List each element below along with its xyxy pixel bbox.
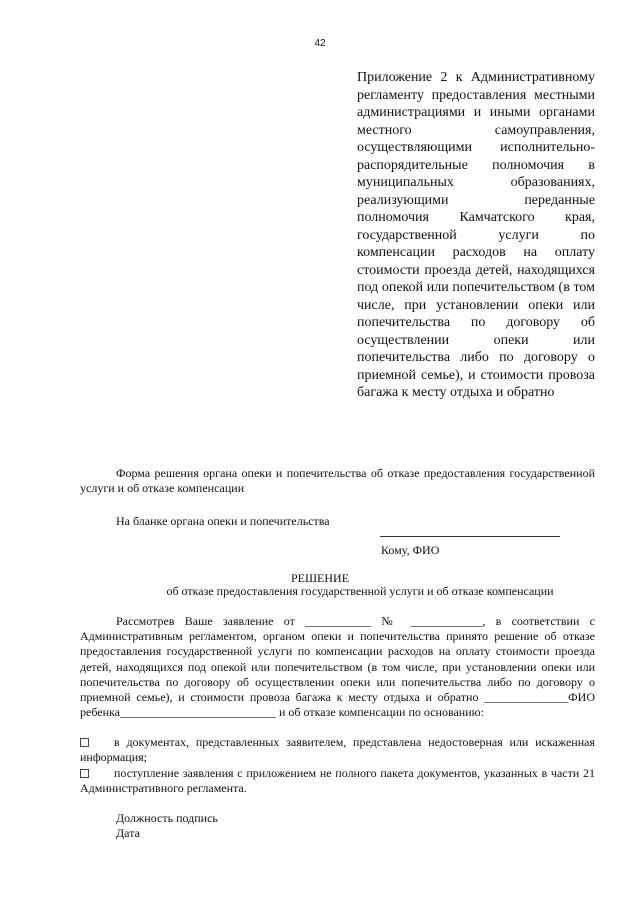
appendix-header: Приложение 2 к Административному регламенту предоставления местными администрациями и иными органами местного самоуправления, осуществляющими исполнительно-распорядительные полномочия в муниципальных образованиях, реализующими переданные полномочия Камчатского края, государственной услуги по компенсации расходов на оплату стоимости проезда детей, находящихся под опекой или попечительством (в том числе, при установлении опеки или попечительства по договору об осуществлении опеки или попечительства либо по договору о приемной семье), и стоимости провоза багажа к месту отдыха и обратно bbox=[357, 70, 595, 400]
decision-body: Рассмотрев Ваше заявление от ___________ № ____________, в соответствии с Административным регламентом, органом опеки и попечительства принято решение об отказе предоставления государственной услуги по компенсации расходов на оплату стоимости проезда детей, находящихся под опекой или попечительством (в том числе, при установлении опеки или попечительства по договору об осуществлении опеки или попечительства либо по договору о приемной семье), и стоимости провоза багажа к месту отдыха и обратно ______________ФИО ребенка__________________________ и об отказе компенсации по основанию: bbox=[80, 614, 595, 720]
page-number: 42 bbox=[314, 38, 326, 49]
signature-block bbox=[116, 811, 218, 841]
decision-subtitle: об отказе предоставления государственной услуги и об отказе компенсации bbox=[166, 584, 554, 598]
recipient-line bbox=[380, 536, 560, 537]
decision-title: РЕШЕНИЕ bbox=[290, 571, 350, 585]
checkbox-icon[interactable] bbox=[80, 738, 89, 747]
checkbox-icon[interactable] bbox=[80, 769, 89, 778]
form-title: Форма решения органа опеки и попечительства об отказе предоставления государственной услуги и об отказе компенсации bbox=[80, 466, 595, 495]
reason-text: в документах, представленных заявителем, представлена недостоверная или искаженная информация; bbox=[80, 735, 595, 765]
date-label: Дата bbox=[116, 826, 140, 840]
position-signature-label: Должность подпись bbox=[116, 811, 218, 825]
letterhead-note: На бланке органа опеки и попечительства bbox=[116, 514, 330, 528]
recipient-label: Кому, ФИО bbox=[381, 543, 440, 557]
reason-item bbox=[80, 766, 595, 796]
reason-item bbox=[80, 735, 595, 765]
reason-text: поступление заявления с приложением не полного пакета документов, указанных в части 21 Административного регламента. bbox=[80, 766, 595, 796]
